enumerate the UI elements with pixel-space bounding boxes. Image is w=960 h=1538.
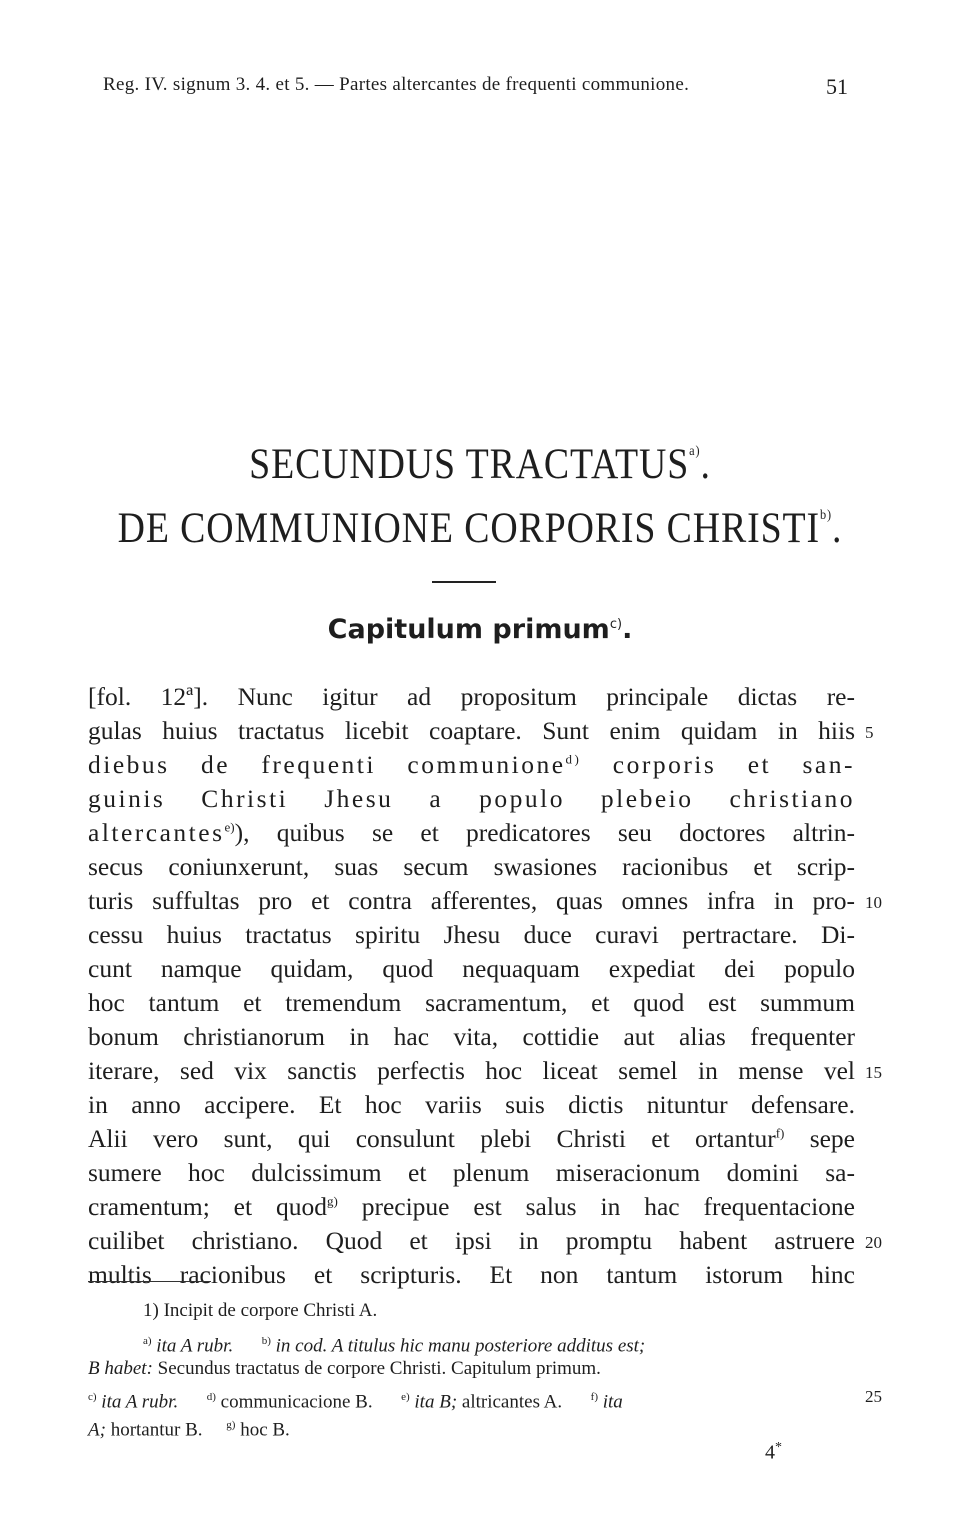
footnote-text: Incipit de corpore Christi A. [163, 1300, 378, 1321]
footnote-mark-f: f) [775, 1125, 785, 1141]
signature-number: 4 [765, 1441, 775, 1464]
footnote-1 [88, 1297, 913, 1325]
treatise-title [58, 440, 903, 489]
title-line1: SECUNDUS TRACTATUS [249, 441, 690, 488]
chapter-heading-text: Capitulum primum [327, 614, 610, 645]
text-line: iterare, sed vix sanctis perfectis hoc liceat semel in mense vel [88, 1056, 855, 1085]
chapter-heading [0, 614, 960, 645]
treatise-subtitle [58, 504, 903, 553]
footnote-text: hoc B. [240, 1419, 290, 1441]
footnote-mark: a) [143, 1335, 152, 1347]
footnote-rule [88, 1281, 211, 1282]
footnote-text: ita A rubr. [101, 1391, 179, 1413]
footnote-mark: g) [226, 1419, 236, 1431]
text-segment: sepe [784, 1124, 856, 1153]
footnote-number: 1) [143, 1300, 159, 1321]
line-number: 25 [865, 1387, 882, 1406]
footnote-text: ita B; [414, 1391, 458, 1413]
footnote-mark: e) [401, 1391, 410, 1403]
footnote-text: in cod. A titulus hic manu posteriore additus est; [275, 1335, 646, 1357]
title-line2-end: . [832, 505, 843, 552]
text-line [88, 1190, 855, 1224]
footnote-mark-e: e) [224, 819, 235, 835]
text-line [88, 816, 855, 850]
title-footnote-a: a) [689, 444, 701, 459]
text-line: [fol. 12ª]. Nunc igitur ad propositum principale dictas re- [88, 682, 855, 711]
text-line: cunt namque quidam, quod nequaquam expediat dei populo [88, 954, 855, 983]
text-line: hoc tantum et tremendum sacramentum, et quod est summum [88, 988, 855, 1017]
title-divider [432, 581, 496, 583]
text-line: cuilibet christiano. Quod et ipsi in promptu habent astruere [88, 1226, 855, 1255]
text-segment: precipue est salus in hac frequentacione [337, 1192, 855, 1221]
title-line2: DE COMMUNIONE CORPORIS CHRISTI [117, 505, 820, 552]
footnote-mark-g: g) [326, 1193, 338, 1209]
footnote-text: ita [602, 1391, 623, 1413]
text-line: in anno accipere. Et hoc variis suis dictis nituntur defensare. [88, 1090, 855, 1119]
signature-star: * [775, 1440, 782, 1455]
text-line: gulas huius tractatus licebit coaptare. Sunt enim quidam in hiis [88, 716, 855, 745]
chapter-footnote-c: c) [609, 617, 623, 632]
text-line: secus coniunxerunt, suas secum swasiones racionibus et scrip- [88, 852, 855, 881]
title-footnote-b: b) [819, 508, 833, 523]
footnote-text: ita A rubr. [156, 1335, 234, 1357]
text-segment: Alii vero sunt, qui consulunt plebi Christi et ortantur [88, 1124, 776, 1153]
running-header: Reg. IV. signum 3. 4. et 5. — Partes altercantes de frequenti communione. [103, 74, 690, 95]
text-segment: cramentum; et quod [88, 1192, 327, 1221]
footnote-text: hortantur B. [110, 1419, 203, 1441]
text-segment: corporis et san- [581, 750, 855, 779]
text-segment: altercantes [88, 818, 225, 847]
text-line: guinis Christi Jhesu a populo plebeio christiano [88, 784, 855, 813]
chapter-heading-end: . [622, 614, 633, 645]
text-line [88, 1122, 855, 1156]
line-number: 20 [865, 1233, 882, 1252]
footnote-mark: c) [88, 1391, 97, 1403]
line-number: 5 [865, 723, 874, 742]
text-line: cessu huius tractatus spiritu Jhesu duce curavi pertractare. Di- [88, 920, 855, 949]
footnote-f-g [88, 1411, 858, 1444]
text-segment: ), quibus se et predicatores seu doctores altrin- [234, 818, 855, 847]
footnote-text: B habet: [88, 1358, 153, 1379]
text-line [88, 748, 855, 782]
footnote-mark-d: d) [565, 751, 582, 767]
footnote-mark: d) [206, 1391, 216, 1403]
footnote-text: Secundus tractatus de corpore Christi. Capitulum primum. [157, 1358, 601, 1379]
text-line: bonum christianorum in hac vita, cottidie aut alias frequenter [88, 1022, 855, 1051]
footnote-text: A; [88, 1419, 106, 1441]
text-line: sumere hoc dulcissimum et plenum miseracionum domini sa- [88, 1158, 855, 1187]
line-number: 10 [865, 893, 882, 912]
footnote-text: altricantes A. [461, 1391, 563, 1413]
text-segment: diebus de frequenti communione [88, 750, 566, 779]
footnote-text: communicacione B. [220, 1391, 373, 1413]
signature-mark [765, 1440, 782, 1465]
line-number: 15 [865, 1063, 882, 1082]
title-line1-end: . [700, 441, 711, 488]
text-line: multis racionibus et scripturis. Et non tantum istorum hinc [88, 1260, 855, 1289]
text-line: turis suffultas pro et contra afferentes, quas omnes infra in pro- [88, 886, 855, 915]
page-number: 51 [826, 74, 848, 99]
footnote-b-continued [88, 1355, 858, 1383]
footnote-mark: b) [261, 1335, 271, 1347]
footnote-mark: f) [590, 1391, 598, 1403]
